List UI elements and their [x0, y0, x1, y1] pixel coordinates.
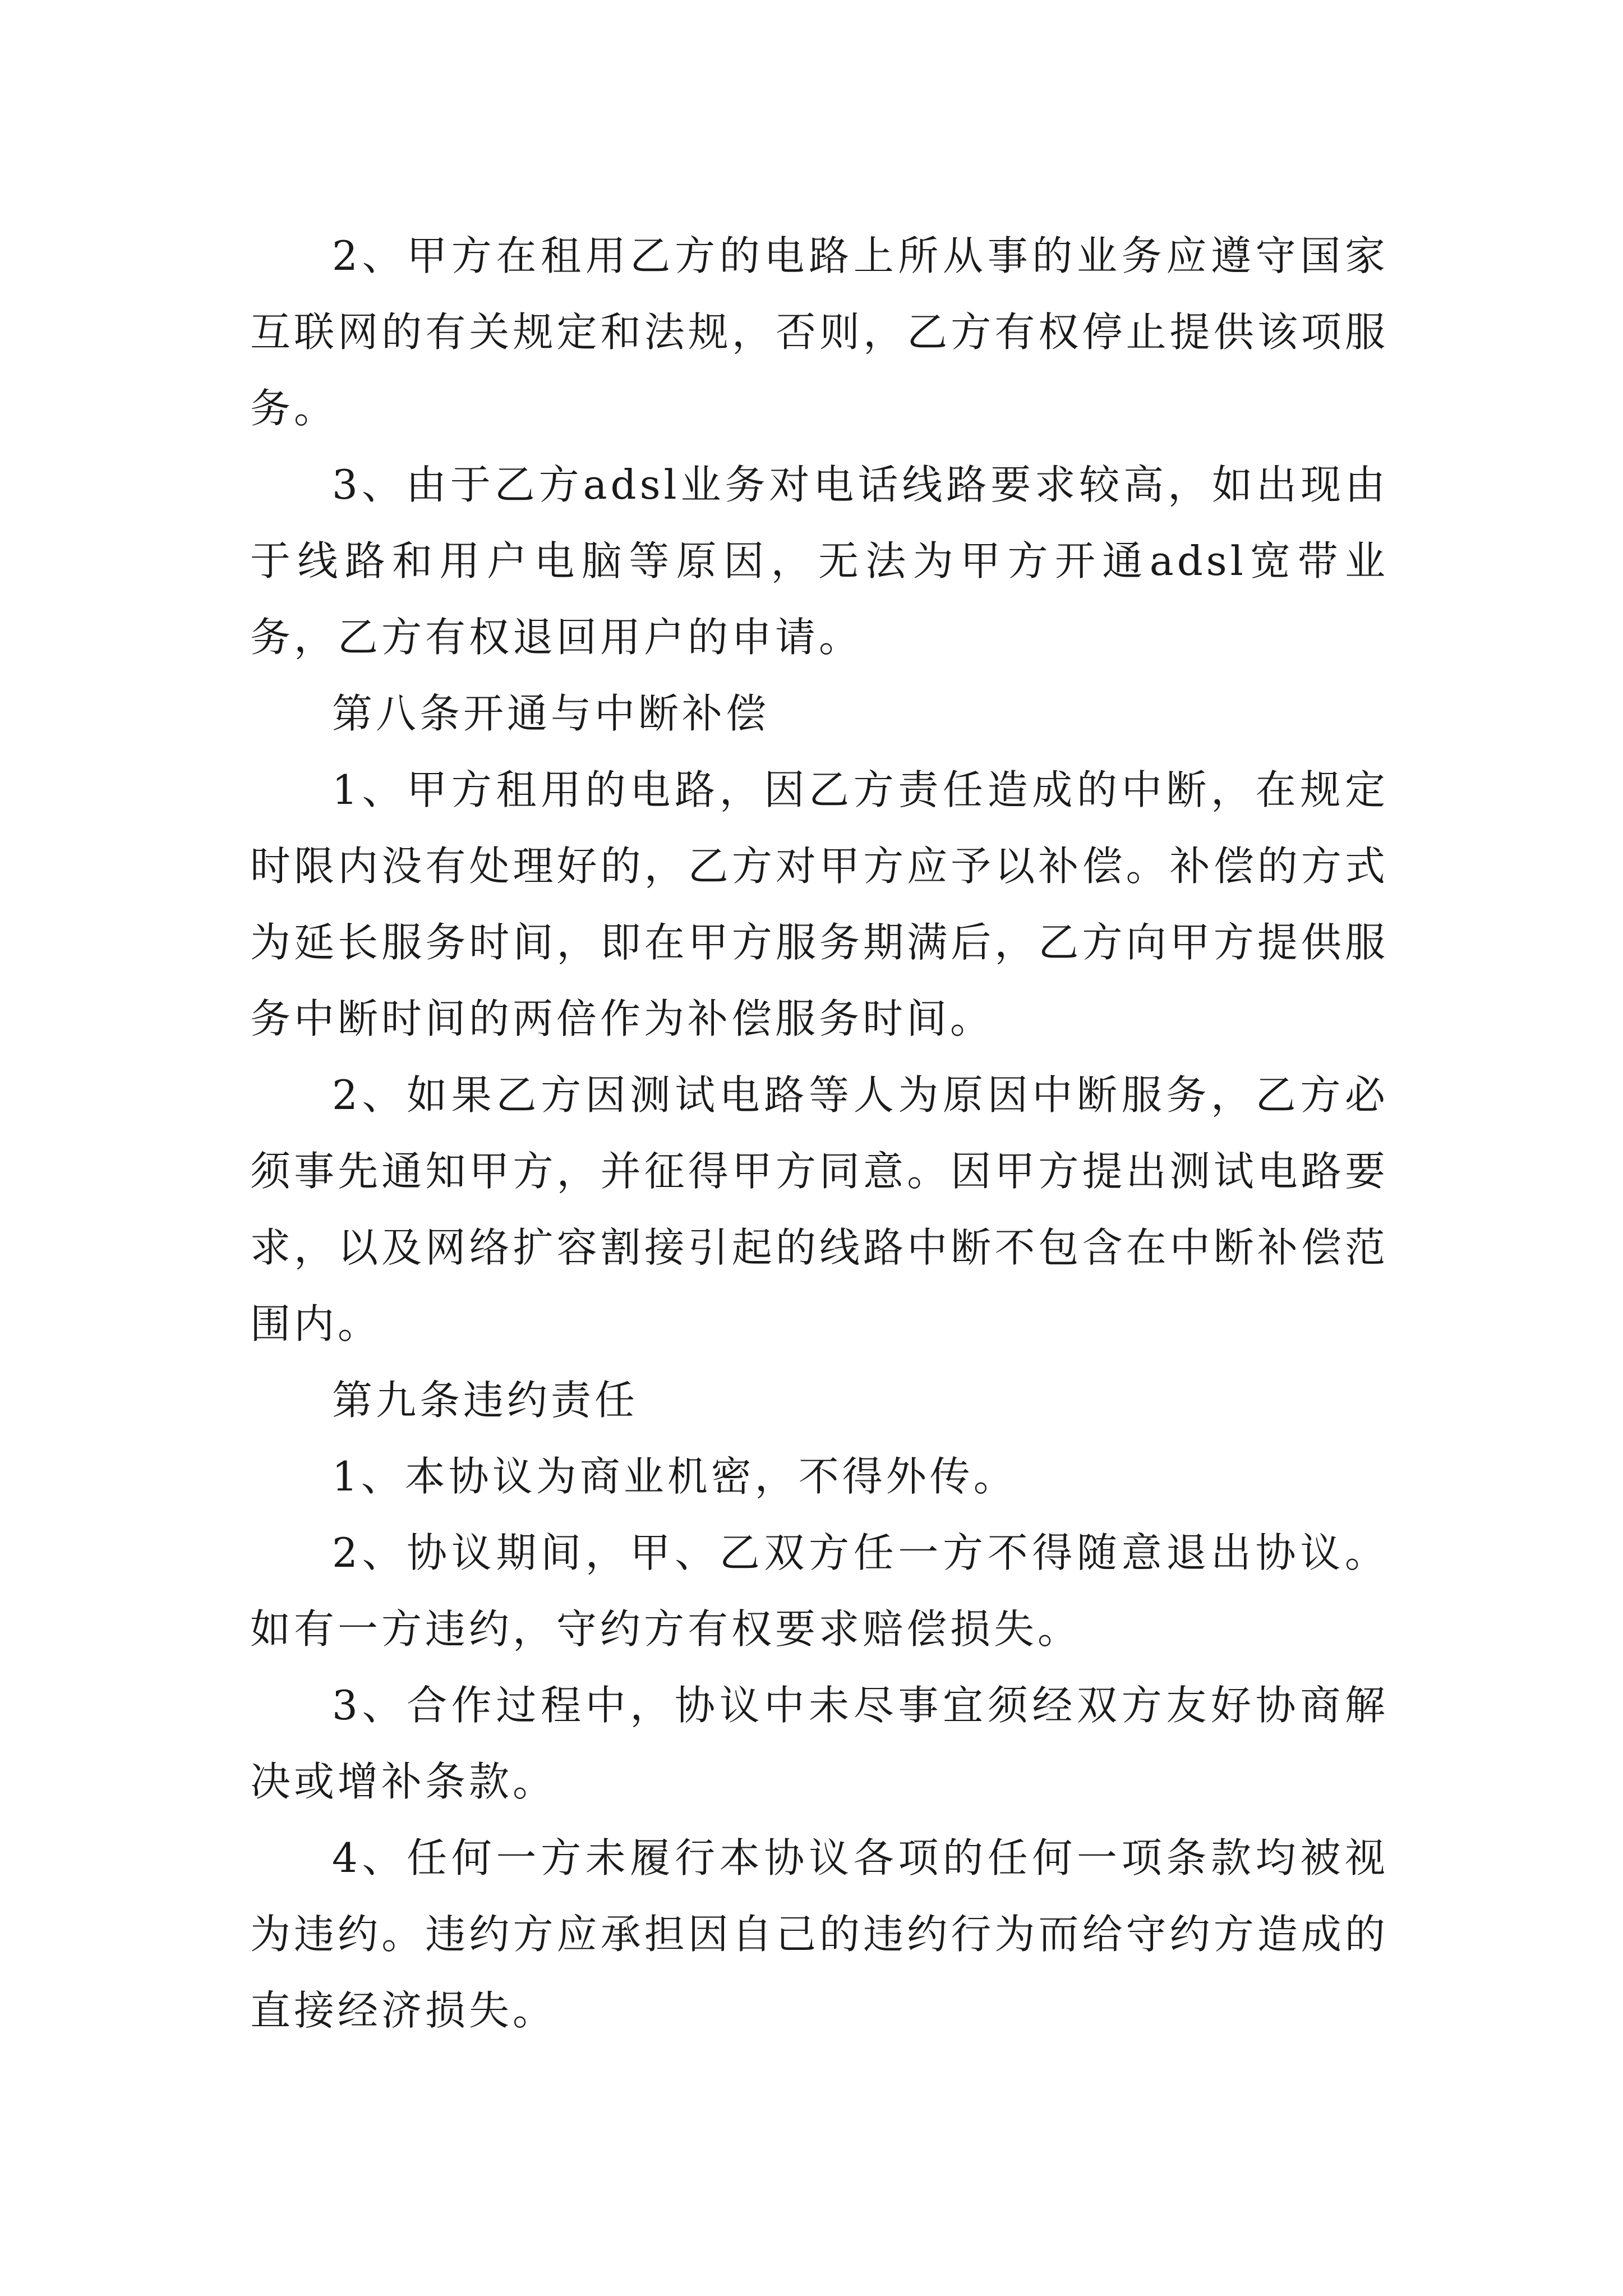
section-heading: 第八条开通与中断补偿	[332, 690, 770, 737]
section-heading: 第九条违约责任	[332, 1377, 639, 1424]
clause-paragraph: 2、如果乙方因测试电路等人为原因中断服务，乙方必须事先通知甲方，并征得甲方同意。因甲方提出测试电路要求，以及网络扩容割接引起的线路中断不包含在中断补偿范围内。	[250, 1071, 1389, 1347]
clause-paragraph: 1、甲方租用的电路，因乙方责任造成的中断，在规定时限内没有处理好的，乙方对甲方应予以补偿。补偿的方式为延长服务时间，即在甲方服务期满后，乙方向甲方提供服务中断时间的两倍作为补偿服务时间。	[250, 766, 1389, 1042]
clause-paragraph: 3、合作过程中，协议中未尽事宜须经双方友好协商解决或增补条款。	[250, 1682, 1389, 1805]
clause-paragraph: 4、任何一方未履行本协议各项的任何一项条款均被视为违约。违约方应承担因自己的违约行为而给守约方造成的直接经济损失。	[250, 1834, 1389, 2034]
clause-paragraph: 2、甲方在租用乙方的电路上所从事的业务应遵守国家互联网的有关规定和法规，否则，乙方有权停止提供该项服务。	[250, 232, 1389, 432]
clause-paragraph: 2、协议期间，甲、乙双方任一方不得随意退出协议。如有一方违约，守约方有权要求赔偿损失。	[250, 1529, 1389, 1653]
clause-paragraph: 3、由于乙方adsl业务对电话线路要求较高，如出现由于线路和用户电脑等原因，无法为甲方开通adsl宽带业务，乙方有权退回用户的申请。	[250, 461, 1389, 661]
document-body	[250, 218, 1389, 2049]
clause-paragraph: 1、本协议为商业机密，不得外传。	[332, 1453, 1017, 1500]
